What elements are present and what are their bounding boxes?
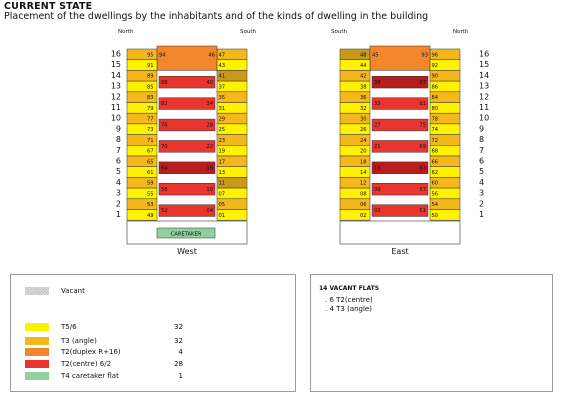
flat-number: 84	[431, 95, 439, 102]
legend-count: 32	[174, 337, 183, 345]
building-label: East	[391, 247, 409, 256]
flat-number: 21	[374, 143, 381, 150]
legend-count: 4	[178, 348, 183, 356]
flat-number: 15	[374, 165, 381, 172]
flat-number: 62	[431, 170, 439, 176]
flat-number: 56	[431, 191, 439, 198]
flat-number: 65	[147, 159, 154, 166]
flat-number: 73	[147, 127, 154, 134]
flat-number: 94	[159, 52, 166, 59]
flat-number: 32	[360, 105, 367, 112]
page-subtitle: Placement of the dwellings by the inhabitants and of the kinds of dwelling in the building	[4, 11, 429, 22]
legend-swatch	[25, 372, 49, 380]
flat-number: 55	[147, 191, 154, 198]
legend-swatch	[25, 337, 49, 345]
flat-number: 59	[147, 180, 154, 187]
floor-number: 1	[479, 210, 485, 219]
flat-number: 04	[206, 208, 213, 215]
flat-number: 89	[147, 73, 154, 80]
legend-label-vacant: Vacant	[61, 287, 85, 295]
legend-label: T2(centre) 6/2	[61, 360, 112, 368]
floor-number: 12	[479, 92, 490, 102]
legend-label: T4 caretaker flat	[61, 372, 119, 380]
flat-number: 60	[431, 180, 439, 187]
legend-panel	[10, 274, 296, 392]
floor-number: 8	[115, 135, 121, 145]
flat-number: 76	[161, 122, 168, 129]
floor-number: 2	[479, 199, 485, 209]
flat-number: 34	[206, 101, 213, 108]
vacant-item-t3-angle: . 4 T3 (angle)	[325, 305, 372, 313]
floor-number: 14	[110, 70, 121, 80]
flat-number: 54	[431, 202, 439, 209]
floor-number: 11	[110, 103, 121, 112]
flat-number: 29	[218, 116, 226, 123]
flat-number: 38	[360, 84, 367, 91]
flat-number: 80	[431, 105, 439, 112]
flat-number: 57	[419, 186, 426, 193]
page-title: CURRENT STATE	[4, 1, 93, 12]
floor-number: 7	[115, 145, 121, 155]
flat-number: 01	[218, 212, 226, 219]
caretaker-label: CARETAKER	[170, 231, 202, 238]
flat-number: 64	[161, 165, 168, 172]
floor-number: 16	[110, 49, 121, 59]
flat-number: 68	[431, 148, 439, 155]
flat-number: 66	[431, 159, 439, 166]
legend-row	[11, 348, 295, 358]
flat-number: 44	[360, 63, 367, 69]
legend-swatch	[25, 360, 49, 368]
flat-number: 12	[360, 180, 367, 187]
legend-label: T3 (angle)	[61, 337, 97, 345]
legend-label: T5/6	[61, 323, 77, 331]
flat-number: 53	[147, 202, 154, 209]
floor-number: 3	[479, 188, 485, 198]
vacant-flats-title: 14 VACANT FLATS	[319, 285, 380, 292]
flat-number: 58	[161, 186, 168, 193]
flat-number: 82	[161, 101, 168, 108]
side-heading: South	[331, 29, 347, 35]
legend-label: T2(duplex R+16)	[61, 348, 121, 356]
floor-number: 12	[110, 92, 121, 102]
flat-number: 31	[218, 105, 226, 112]
flat-number: 37	[218, 84, 226, 91]
floor-number: 1	[115, 210, 121, 219]
flat-number: 05	[218, 202, 226, 209]
flat-number: 93	[421, 52, 428, 59]
flat-number: 45	[372, 52, 379, 59]
floor-number: 4	[479, 177, 485, 187]
legend-row	[11, 337, 295, 347]
floor-number: 10	[110, 113, 121, 123]
legend-swatch-vacant	[25, 287, 49, 295]
flat-number: 26	[360, 127, 367, 134]
flat-number: 28	[206, 122, 213, 129]
flat-number: 42	[360, 73, 367, 80]
legend-row	[11, 323, 295, 333]
flat-number: 10	[206, 186, 213, 193]
legend-row	[11, 372, 295, 382]
legend-count: 32	[174, 323, 183, 331]
legend-count: 1	[178, 372, 183, 380]
flat-number: 63	[419, 165, 426, 172]
legend-swatch	[25, 323, 49, 331]
ground-floor	[340, 221, 460, 244]
flat-number: 07	[218, 191, 226, 198]
flat-number: 77	[147, 116, 154, 123]
flat-number: 08	[360, 191, 367, 198]
vacant-item-t2-centre: . 6 T2(centre)	[325, 296, 373, 304]
floor-number: 15	[479, 60, 490, 70]
flat-number: 81	[419, 101, 426, 108]
flat-number: 79	[147, 105, 154, 112]
flat-number: 36	[360, 95, 367, 102]
flat-number: 78	[431, 116, 439, 123]
flat-number: 83	[147, 95, 154, 102]
flat-number: 50	[431, 212, 439, 219]
flat-number: 71	[147, 137, 154, 144]
legend-row	[11, 360, 295, 370]
floor-number: 5	[115, 167, 121, 177]
flat-number: 61	[147, 170, 154, 176]
floor-number: 5	[479, 167, 485, 177]
flat-number: 52	[161, 208, 168, 215]
flat-number: 30	[360, 116, 367, 123]
flat-number: 43	[218, 63, 226, 69]
flat-number: 20	[360, 148, 367, 155]
floor-number: 6	[115, 156, 121, 166]
legend-count: 28	[174, 360, 183, 368]
flat-number: 22	[206, 143, 213, 150]
flat-number: 74	[431, 127, 439, 134]
floor-number: 4	[115, 177, 121, 187]
flat-number: 75	[419, 122, 426, 129]
flat-number: 39	[374, 79, 381, 86]
flat-number: 41	[218, 73, 226, 80]
legend-swatch	[25, 348, 49, 356]
flat-number: 47	[218, 52, 226, 59]
flat-number: 35	[218, 95, 226, 102]
side-heading: South	[240, 29, 256, 35]
flat-number: 70	[161, 143, 168, 150]
flat-number: 49	[147, 212, 154, 219]
flat-number: 51	[419, 208, 426, 215]
floor-number: 11	[479, 103, 490, 112]
flat-number: 14	[360, 170, 367, 176]
flat-number: 02	[360, 212, 367, 219]
building-label: West	[177, 247, 197, 256]
floor-number: 10	[479, 113, 490, 123]
vacant-flats-panel	[310, 274, 553, 392]
flat-number: 95	[147, 52, 154, 59]
flat-number: 23	[218, 137, 226, 144]
flat-number: 19	[218, 148, 226, 155]
flat-number: 48	[360, 52, 367, 59]
flat-number: 87	[419, 79, 426, 86]
flat-number: 13	[218, 170, 226, 176]
flat-number: 92	[431, 63, 439, 69]
flat-number: 46	[208, 52, 215, 59]
side-heading: North	[453, 29, 469, 35]
flat-number: 91	[147, 63, 154, 69]
floor-number: 13	[110, 81, 121, 91]
flat-number: 18	[360, 159, 367, 166]
flat-number: 72	[431, 137, 439, 144]
flat-number: 25	[218, 127, 226, 134]
flat-number: 11	[218, 180, 226, 187]
flat-number: 24	[360, 137, 367, 144]
flat-number: 40	[206, 79, 213, 86]
floor-number: 9	[479, 124, 485, 134]
floor-number: 7	[479, 145, 485, 155]
flat-number: 27	[374, 122, 381, 129]
floor-number: 14	[479, 70, 490, 80]
floor-number: 15	[110, 60, 121, 70]
legend-row-vacant	[11, 287, 295, 297]
floor-number: 13	[479, 81, 490, 91]
flat-number: 85	[147, 84, 154, 91]
flat-number: 03	[374, 208, 381, 215]
side-heading: North	[118, 29, 134, 35]
floor-number: 16	[479, 49, 490, 59]
flat-number: 17	[218, 159, 226, 166]
flat-number: 86	[431, 84, 439, 91]
floor-number: 8	[479, 135, 485, 145]
flat-number: 06	[360, 202, 367, 209]
flat-number: 09	[374, 186, 381, 193]
floor-number: 2	[115, 199, 121, 209]
flat-number: 33	[374, 101, 381, 108]
flat-number: 69	[419, 143, 426, 150]
flat-number: 67	[147, 148, 154, 155]
flat-number: 88	[161, 79, 168, 86]
flat-number: 90	[431, 73, 439, 80]
floor-number: 3	[115, 188, 121, 198]
floor-number: 9	[115, 124, 121, 134]
flat-number: 16	[206, 165, 213, 172]
floor-number: 6	[479, 156, 485, 166]
flat-number: 96	[431, 52, 439, 59]
